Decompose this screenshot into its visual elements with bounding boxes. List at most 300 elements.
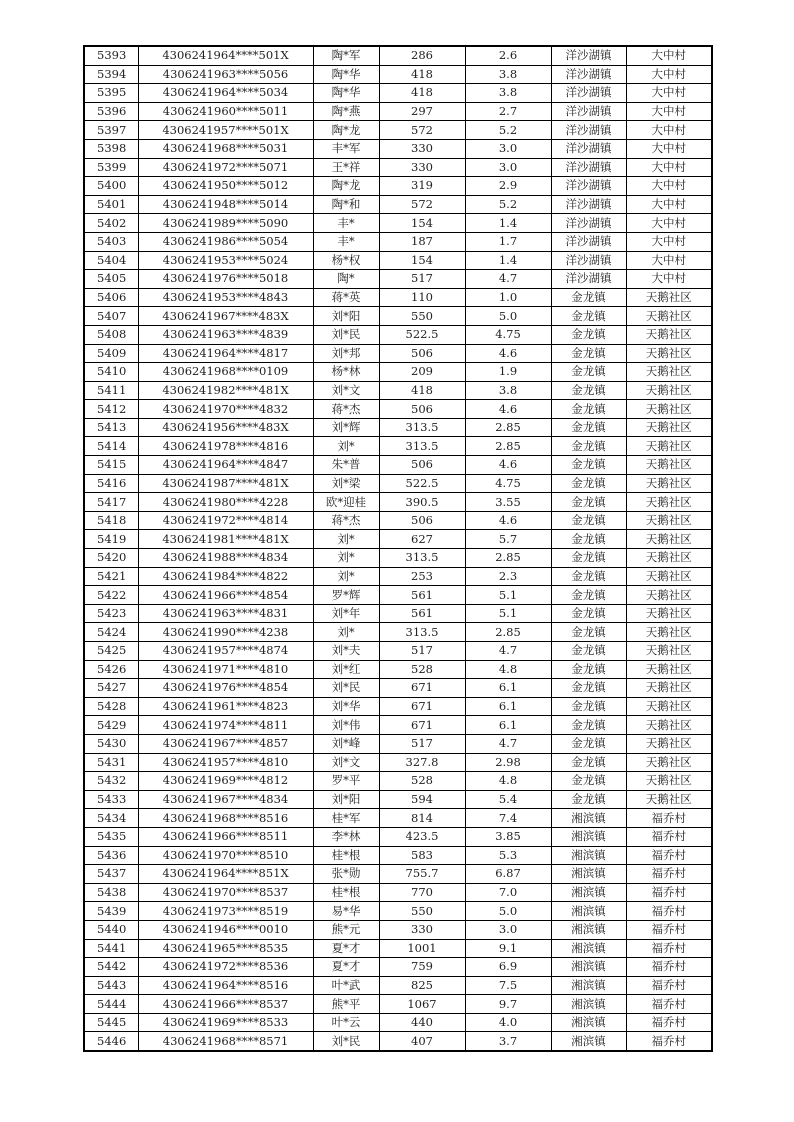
town-cell: 金龙镇	[551, 679, 626, 698]
town-cell: 湘滨镇	[551, 976, 626, 995]
quantity-cell: 7.5	[465, 976, 551, 995]
row-number-cell: 5444	[84, 995, 138, 1014]
name-cell: 桂*军	[313, 809, 379, 828]
id-number-cell: 4306241957****501X	[138, 121, 313, 140]
amount-cell: 330	[379, 139, 465, 158]
name-cell: 刘*文	[313, 381, 379, 400]
row-number-cell: 5415	[84, 456, 138, 475]
id-number-cell: 4306241963****4831	[138, 604, 313, 623]
table-row	[84, 400, 712, 419]
quantity-cell: 1.4	[465, 214, 551, 233]
quantity-cell: 2.85	[465, 623, 551, 642]
table-row	[84, 65, 712, 84]
name-cell: 丰*	[313, 232, 379, 251]
table-row	[84, 307, 712, 326]
town-cell: 湘滨镇	[551, 902, 626, 921]
village-cell: 大中村	[626, 270, 712, 289]
id-number-cell: 4306241956****483X	[138, 418, 313, 437]
data-table	[83, 45, 713, 1052]
name-cell: 朱*普	[313, 456, 379, 475]
name-cell: 陶*龙	[313, 177, 379, 196]
quantity-cell: 1.0	[465, 288, 551, 307]
town-cell: 洋沙湖镇	[551, 65, 626, 84]
town-cell: 洋沙湖镇	[551, 251, 626, 270]
amount-cell: 418	[379, 381, 465, 400]
village-cell: 天鹅社区	[626, 307, 712, 326]
amount-cell: 550	[379, 902, 465, 921]
quantity-cell: 4.7	[465, 642, 551, 661]
table-row	[84, 102, 712, 121]
id-number-cell: 4306241964****8516	[138, 976, 313, 995]
table-row	[84, 604, 712, 623]
quantity-cell: 4.8	[465, 660, 551, 679]
town-cell: 金龙镇	[551, 363, 626, 382]
table-row	[84, 772, 712, 791]
quantity-cell: 6.1	[465, 716, 551, 735]
name-cell: 刘*夫	[313, 642, 379, 661]
town-cell: 金龙镇	[551, 344, 626, 363]
row-number-cell: 5430	[84, 734, 138, 753]
row-number-cell: 5431	[84, 753, 138, 772]
table-row	[84, 195, 712, 214]
id-number-cell: 4306241978****4816	[138, 437, 313, 456]
amount-cell: 327.8	[379, 753, 465, 772]
village-cell: 大中村	[626, 177, 712, 196]
village-cell: 大中村	[626, 251, 712, 270]
name-cell: 陶*军	[313, 46, 379, 65]
table-row	[84, 251, 712, 270]
village-cell: 天鹅社区	[626, 456, 712, 475]
village-cell: 大中村	[626, 84, 712, 103]
id-number-cell: 4306241957****4874	[138, 642, 313, 661]
village-cell: 天鹅社区	[626, 363, 712, 382]
quantity-cell: 2.85	[465, 437, 551, 456]
quantity-cell: 3.0	[465, 158, 551, 177]
village-cell: 天鹅社区	[626, 381, 712, 400]
id-number-cell: 4306241974****4811	[138, 716, 313, 735]
table-row	[84, 549, 712, 568]
amount-cell: 825	[379, 976, 465, 995]
name-cell: 刘*	[313, 549, 379, 568]
row-number-cell: 5440	[84, 920, 138, 939]
table-row	[84, 809, 712, 828]
quantity-cell: 4.6	[465, 400, 551, 419]
name-cell: 刘*华	[313, 697, 379, 716]
table-row	[84, 437, 712, 456]
table-row	[84, 623, 712, 642]
town-cell: 金龙镇	[551, 790, 626, 809]
village-cell: 大中村	[626, 139, 712, 158]
table-row	[84, 344, 712, 363]
village-cell: 天鹅社区	[626, 679, 712, 698]
town-cell: 金龙镇	[551, 288, 626, 307]
table-row	[84, 920, 712, 939]
name-cell: 蒋*英	[313, 288, 379, 307]
village-cell: 天鹅社区	[626, 530, 712, 549]
table-body	[84, 46, 712, 1051]
table-row	[84, 567, 712, 586]
id-number-cell: 4306241969****8533	[138, 1013, 313, 1032]
row-number-cell: 5432	[84, 772, 138, 791]
quantity-cell: 2.7	[465, 102, 551, 121]
id-number-cell: 4306241972****5071	[138, 158, 313, 177]
village-cell: 福乔村	[626, 920, 712, 939]
table-row	[84, 363, 712, 382]
id-number-cell: 4306241989****5090	[138, 214, 313, 233]
town-cell: 湘滨镇	[551, 1032, 626, 1051]
quantity-cell: 5.2	[465, 121, 551, 140]
town-cell: 金龙镇	[551, 456, 626, 475]
row-number-cell: 5400	[84, 177, 138, 196]
quantity-cell: 5.4	[465, 790, 551, 809]
name-cell: 蒋*杰	[313, 400, 379, 419]
row-number-cell: 5437	[84, 865, 138, 884]
row-number-cell: 5423	[84, 604, 138, 623]
town-cell: 湘滨镇	[551, 920, 626, 939]
row-number-cell: 5399	[84, 158, 138, 177]
village-cell: 天鹅社区	[626, 623, 712, 642]
name-cell: 桂*根	[313, 883, 379, 902]
row-number-cell: 5407	[84, 307, 138, 326]
row-number-cell: 5421	[84, 567, 138, 586]
quantity-cell: 2.98	[465, 753, 551, 772]
table-row	[84, 753, 712, 772]
town-cell: 洋沙湖镇	[551, 270, 626, 289]
quantity-cell: 4.6	[465, 456, 551, 475]
table-row	[84, 232, 712, 251]
name-cell: 刘*民	[313, 679, 379, 698]
name-cell: 张*勋	[313, 865, 379, 884]
quantity-cell: 4.8	[465, 772, 551, 791]
id-number-cell: 4306241964****5034	[138, 84, 313, 103]
amount-cell: 286	[379, 46, 465, 65]
row-number-cell: 5403	[84, 232, 138, 251]
town-cell: 湘滨镇	[551, 809, 626, 828]
quantity-cell: 9.7	[465, 995, 551, 1014]
quantity-cell: 2.3	[465, 567, 551, 586]
row-number-cell: 5401	[84, 195, 138, 214]
id-number-cell: 4306241967****4857	[138, 734, 313, 753]
row-number-cell: 5393	[84, 46, 138, 65]
quantity-cell: 2.85	[465, 418, 551, 437]
village-cell: 福乔村	[626, 1013, 712, 1032]
town-cell: 金龙镇	[551, 697, 626, 716]
id-number-cell: 4306241964****4817	[138, 344, 313, 363]
village-cell: 天鹅社区	[626, 437, 712, 456]
name-cell: 罗*辉	[313, 586, 379, 605]
village-cell: 福乔村	[626, 883, 712, 902]
id-number-cell: 4306241972****4814	[138, 511, 313, 530]
row-number-cell: 5402	[84, 214, 138, 233]
name-cell: 刘*峰	[313, 734, 379, 753]
quantity-cell: 1.7	[465, 232, 551, 251]
village-cell: 福乔村	[626, 827, 712, 846]
name-cell: 叶*武	[313, 976, 379, 995]
table-row	[84, 158, 712, 177]
town-cell: 金龙镇	[551, 549, 626, 568]
amount-cell: 671	[379, 697, 465, 716]
name-cell: 陶*	[313, 270, 379, 289]
village-cell: 大中村	[626, 46, 712, 65]
name-cell: 丰*	[313, 214, 379, 233]
amount-cell: 528	[379, 772, 465, 791]
id-number-cell: 4306241964****501X	[138, 46, 313, 65]
id-number-cell: 4306241946****0010	[138, 920, 313, 939]
village-cell: 天鹅社区	[626, 549, 712, 568]
row-number-cell: 5397	[84, 121, 138, 140]
village-cell: 福乔村	[626, 809, 712, 828]
village-cell: 天鹅社区	[626, 716, 712, 735]
table-row	[84, 902, 712, 921]
table-row	[84, 734, 712, 753]
name-cell: 刘*邦	[313, 344, 379, 363]
quantity-cell: 4.6	[465, 511, 551, 530]
quantity-cell: 3.8	[465, 381, 551, 400]
town-cell: 湘滨镇	[551, 865, 626, 884]
name-cell: 熊*平	[313, 995, 379, 1014]
row-number-cell: 5406	[84, 288, 138, 307]
amount-cell: 517	[379, 642, 465, 661]
table-row	[84, 139, 712, 158]
name-cell: 刘*伟	[313, 716, 379, 735]
village-cell: 天鹅社区	[626, 400, 712, 419]
name-cell: 罗*平	[313, 772, 379, 791]
row-number-cell: 5398	[84, 139, 138, 158]
id-number-cell: 4306241965****8535	[138, 939, 313, 958]
quantity-cell: 2.6	[465, 46, 551, 65]
row-number-cell: 5441	[84, 939, 138, 958]
row-number-cell: 5436	[84, 846, 138, 865]
id-number-cell: 4306241966****8511	[138, 827, 313, 846]
amount-cell: 506	[379, 511, 465, 530]
quantity-cell: 5.7	[465, 530, 551, 549]
table-row	[84, 270, 712, 289]
amount-cell: 814	[379, 809, 465, 828]
table-row	[84, 381, 712, 400]
amount-cell: 594	[379, 790, 465, 809]
amount-cell: 390.5	[379, 493, 465, 512]
quantity-cell: 6.9	[465, 958, 551, 977]
name-cell: 李*林	[313, 827, 379, 846]
town-cell: 洋沙湖镇	[551, 46, 626, 65]
amount-cell: 313.5	[379, 437, 465, 456]
town-cell: 洋沙湖镇	[551, 84, 626, 103]
name-cell: 桂*根	[313, 846, 379, 865]
town-cell: 湘滨镇	[551, 939, 626, 958]
quantity-cell: 4.75	[465, 325, 551, 344]
quantity-cell: 5.0	[465, 902, 551, 921]
village-cell: 天鹅社区	[626, 660, 712, 679]
quantity-cell: 6.1	[465, 679, 551, 698]
name-cell: 陶*和	[313, 195, 379, 214]
amount-cell: 154	[379, 251, 465, 270]
town-cell: 金龙镇	[551, 623, 626, 642]
amount-cell: 319	[379, 177, 465, 196]
id-number-cell: 4306241963****4839	[138, 325, 313, 344]
village-cell: 福乔村	[626, 865, 712, 884]
quantity-cell: 4.7	[465, 734, 551, 753]
id-number-cell: 4306241990****4238	[138, 623, 313, 642]
town-cell: 湘滨镇	[551, 958, 626, 977]
quantity-cell: 6.1	[465, 697, 551, 716]
name-cell: 刘*文	[313, 753, 379, 772]
table-row	[84, 995, 712, 1014]
row-number-cell: 5413	[84, 418, 138, 437]
row-number-cell: 5405	[84, 270, 138, 289]
name-cell: 刘*阳	[313, 790, 379, 809]
town-cell: 金龙镇	[551, 307, 626, 326]
id-number-cell: 4306241973****8519	[138, 902, 313, 921]
amount-cell: 522.5	[379, 474, 465, 493]
id-number-cell: 4306241970****8537	[138, 883, 313, 902]
id-number-cell: 4306241953****5024	[138, 251, 313, 270]
village-cell: 福乔村	[626, 1032, 712, 1051]
quantity-cell: 4.75	[465, 474, 551, 493]
name-cell: 熊*元	[313, 920, 379, 939]
table-row	[84, 586, 712, 605]
name-cell: 王*祥	[313, 158, 379, 177]
table-row	[84, 1013, 712, 1032]
name-cell: 叶*云	[313, 1013, 379, 1032]
row-number-cell: 5394	[84, 65, 138, 84]
table-row	[84, 883, 712, 902]
table-row	[84, 642, 712, 661]
name-cell: 刘*阳	[313, 307, 379, 326]
village-cell: 天鹅社区	[626, 753, 712, 772]
table-row	[84, 790, 712, 809]
amount-cell: 253	[379, 567, 465, 586]
id-number-cell: 4306241961****4823	[138, 697, 313, 716]
village-cell: 天鹅社区	[626, 567, 712, 586]
row-number-cell: 5418	[84, 511, 138, 530]
village-cell: 天鹅社区	[626, 697, 712, 716]
row-number-cell: 5416	[84, 474, 138, 493]
name-cell: 刘*	[313, 530, 379, 549]
id-number-cell: 4306241964****851X	[138, 865, 313, 884]
quantity-cell: 5.3	[465, 846, 551, 865]
row-number-cell: 5419	[84, 530, 138, 549]
amount-cell: 671	[379, 679, 465, 698]
village-cell: 福乔村	[626, 939, 712, 958]
amount-cell: 440	[379, 1013, 465, 1032]
name-cell: 蒋*杰	[313, 511, 379, 530]
row-number-cell: 5410	[84, 363, 138, 382]
town-cell: 金龙镇	[551, 493, 626, 512]
quantity-cell: 3.8	[465, 65, 551, 84]
name-cell: 夏*才	[313, 939, 379, 958]
table-row	[84, 1032, 712, 1051]
town-cell: 洋沙湖镇	[551, 121, 626, 140]
quantity-cell: 7.4	[465, 809, 551, 828]
id-number-cell: 4306241960****5011	[138, 102, 313, 121]
name-cell: 刘*	[313, 437, 379, 456]
id-number-cell: 4306241948****5014	[138, 195, 313, 214]
id-number-cell: 4306241976****4854	[138, 679, 313, 698]
table-row	[84, 846, 712, 865]
row-number-cell: 5439	[84, 902, 138, 921]
table-row	[84, 84, 712, 103]
quantity-cell: 1.4	[465, 251, 551, 270]
row-number-cell: 5411	[84, 381, 138, 400]
village-cell: 大中村	[626, 121, 712, 140]
town-cell: 洋沙湖镇	[551, 139, 626, 158]
row-number-cell: 5422	[84, 586, 138, 605]
table-row	[84, 46, 712, 65]
table-row	[84, 679, 712, 698]
quantity-cell: 4.6	[465, 344, 551, 363]
quantity-cell: 2.9	[465, 177, 551, 196]
id-number-cell: 4306241980****4228	[138, 493, 313, 512]
amount-cell: 528	[379, 660, 465, 679]
amount-cell: 583	[379, 846, 465, 865]
id-number-cell: 4306241967****4834	[138, 790, 313, 809]
town-cell: 金龙镇	[551, 530, 626, 549]
village-cell: 福乔村	[626, 902, 712, 921]
row-number-cell: 5445	[84, 1013, 138, 1032]
row-number-cell: 5428	[84, 697, 138, 716]
quantity-cell: 2.85	[465, 549, 551, 568]
name-cell: 陶*燕	[313, 102, 379, 121]
name-cell: 刘*民	[313, 325, 379, 344]
village-cell: 天鹅社区	[626, 586, 712, 605]
town-cell: 金龙镇	[551, 734, 626, 753]
village-cell: 大中村	[626, 214, 712, 233]
village-cell: 天鹅社区	[626, 325, 712, 344]
id-number-cell: 4306241953****4843	[138, 288, 313, 307]
table-row	[84, 827, 712, 846]
quantity-cell: 5.1	[465, 586, 551, 605]
id-number-cell: 4306241966****8537	[138, 995, 313, 1014]
town-cell: 洋沙湖镇	[551, 177, 626, 196]
town-cell: 金龙镇	[551, 418, 626, 437]
table-row	[84, 716, 712, 735]
quantity-cell: 7.0	[465, 883, 551, 902]
town-cell: 金龙镇	[551, 753, 626, 772]
row-number-cell: 5408	[84, 325, 138, 344]
town-cell: 金龙镇	[551, 586, 626, 605]
amount-cell: 407	[379, 1032, 465, 1051]
town-cell: 金龙镇	[551, 604, 626, 623]
village-cell: 福乔村	[626, 846, 712, 865]
village-cell: 天鹅社区	[626, 734, 712, 753]
id-number-cell: 4306241986****5054	[138, 232, 313, 251]
town-cell: 湘滨镇	[551, 846, 626, 865]
name-cell: 刘*辉	[313, 418, 379, 437]
table-row	[84, 511, 712, 530]
table-row	[84, 325, 712, 344]
amount-cell: 313.5	[379, 623, 465, 642]
town-cell: 金龙镇	[551, 325, 626, 344]
town-cell: 洋沙湖镇	[551, 232, 626, 251]
row-number-cell: 5426	[84, 660, 138, 679]
village-cell: 天鹅社区	[626, 790, 712, 809]
name-cell: 欧*迎桂	[313, 493, 379, 512]
amount-cell: 627	[379, 530, 465, 549]
table-row	[84, 660, 712, 679]
town-cell: 洋沙湖镇	[551, 158, 626, 177]
amount-cell: 209	[379, 363, 465, 382]
row-number-cell: 5442	[84, 958, 138, 977]
town-cell: 金龙镇	[551, 567, 626, 586]
amount-cell: 154	[379, 214, 465, 233]
amount-cell: 517	[379, 734, 465, 753]
town-cell: 金龙镇	[551, 716, 626, 735]
village-cell: 大中村	[626, 232, 712, 251]
table-row	[84, 214, 712, 233]
id-number-cell: 4306241982****481X	[138, 381, 313, 400]
row-number-cell: 5435	[84, 827, 138, 846]
village-cell: 天鹅社区	[626, 418, 712, 437]
